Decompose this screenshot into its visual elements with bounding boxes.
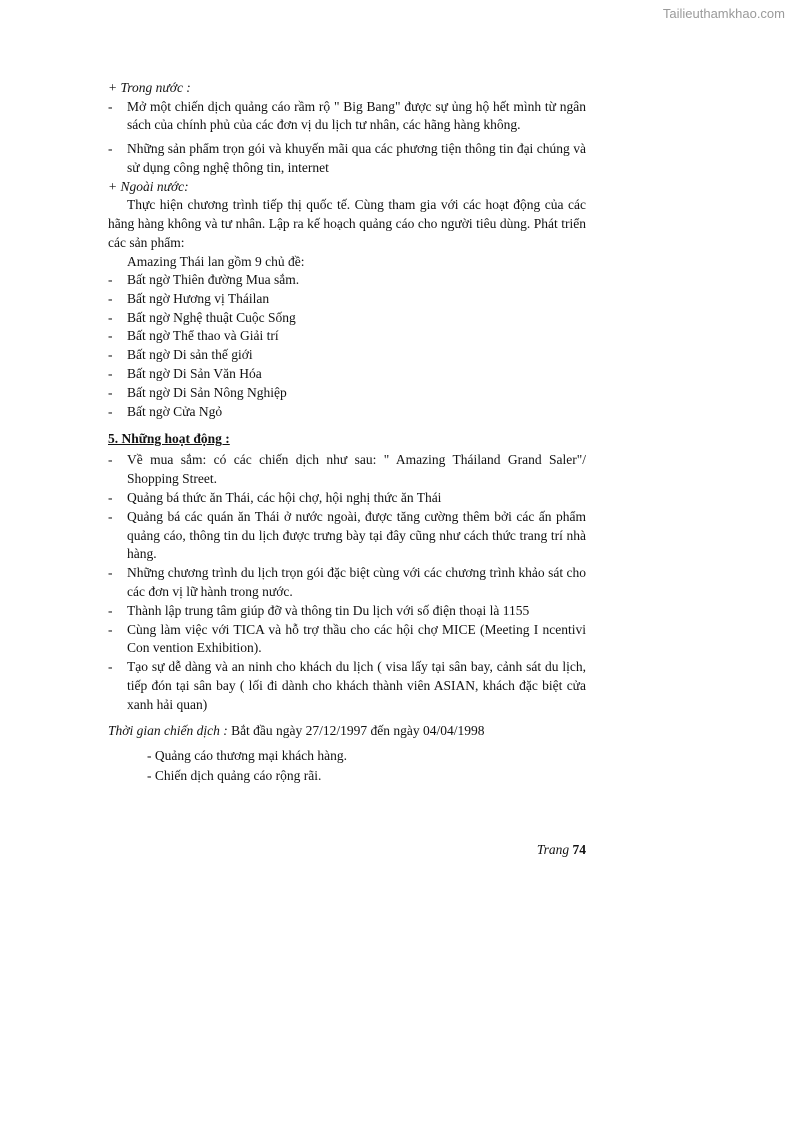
foreign-heading: + Ngoài nước: [108, 178, 189, 194]
campaign-sub-item: - Chiến dịch quảng cáo rộng rãi. [147, 768, 322, 784]
theme-item: - Bất ngờ Thể thao và Giải trí [108, 328, 279, 344]
activities-heading: 5. Những hoạt động : [108, 431, 230, 447]
activity-item: - Những chương trình du lịch trọn gói đặc biệt cùng với các chương trình khảo sát cho các đơn vị lữ hành trong nước. [108, 565, 586, 600]
page-label: Trang [536, 842, 570, 857]
domestic-item: - Những sản phẩm trọn gói và khuyến mãi qua các phương tiện thông tin đại chúng và sử dụng công nghệ thông tin, internet [108, 141, 586, 175]
theme-item: - Bất ngờ Di sản thế giới [108, 347, 253, 363]
foreign-paragraph: Thực hiện chương trình tiếp thị quốc tế. Cùng tham gia với các hoạt động của các hãng hàng không và tư nhân. Lập ra kế hoạch quảng cáo cho người tiêu dùng. Phát triển các sản phẩm: [108, 197, 586, 250]
activity-item: - Cùng làm việc với TICA và hỗ trợ thầu cho các hội chợ MICE (Meeting I ncentivi Con vention Exhibition). [108, 621, 586, 656]
themes-list [108, 271, 586, 421]
theme-item: - Bất ngờ Hương vị Tháilan [108, 290, 270, 306]
theme-item: - Bất ngờ Di Sản Văn Hóa [108, 366, 262, 382]
theme-item: - Bất ngờ Cửa Ngỏ [108, 403, 223, 419]
watermark: Tailieuthamkhao.com [662, 6, 785, 21]
domestic-heading: + Trong nước : [108, 80, 191, 95]
campaign-label: Thời gian chiến dịch : [108, 722, 228, 738]
campaign-sub-list [108, 746, 586, 786]
activity-item: - Thành lập trung tâm giúp đỡ và thông tin Du lịch với số điện thoại là 1155 [108, 602, 530, 618]
document-body [108, 79, 586, 786]
campaign-value: Bắt đầu ngày 27/12/1997 đến ngày 04/04/1998 [231, 722, 485, 738]
activities-list [108, 451, 586, 714]
theme-item: - Bất ngờ Thiên đường Mua sắm. [108, 272, 300, 288]
campaign-period [108, 722, 586, 741]
domestic-item: - Mở một chiến dịch quảng cáo rầm rộ " Big Bang" được sự ủng hộ hết mình từ ngân sách của chính phủ của các đơn vị du lịch tư nhân, các hãng hàng không. [108, 98, 586, 133]
activity-item: - Quảng bá các quán ăn Thái ở nước ngoài, được tăng cường thêm bởi các ấn phẩm quảng cáo, thông tin du lịch được trưng bày tại đây cũng như cách thức trang trí nhà hàng. [108, 508, 586, 562]
activity-item: - Về mua sắm: có các chiến dịch như sau: " Amazing Tháiland Grand Saler"/ Shopping Street. [108, 452, 586, 487]
theme-item: - Bất ngờ Nghệ thuật Cuộc Sống [108, 309, 296, 325]
activity-item: - Quảng bá thức ăn Thái, các hội chợ, hội nghị thức ăn Thái [108, 490, 442, 506]
themes-intro: Amazing Thái lan gồm 9 chủ đề: [127, 253, 305, 269]
page-footer [108, 842, 586, 858]
theme-item: - Bất ngờ Di Sản Nông Nghiệp [108, 384, 287, 400]
activity-item: - Tạo sự dễ dàng và an ninh cho khách du lịch ( visa lấy tại sân bay, cảnh sát du lịch, tiếp đón tại sân bay ( lối đi dành cho khách thành viên ASIAN, khách đặc biệt cửa xanh hải quan) [108, 659, 586, 712]
page-number: 74 [572, 842, 586, 857]
campaign-sub-item: - Quảng cáo thương mại khách hàng. [147, 748, 348, 764]
